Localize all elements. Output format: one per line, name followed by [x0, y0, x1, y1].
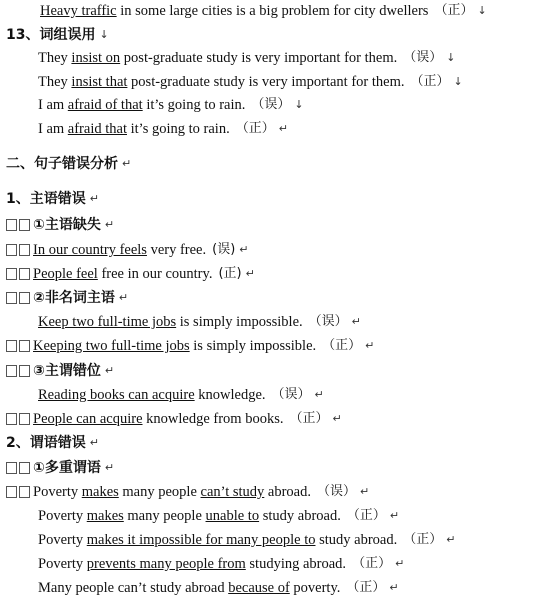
sentence-part: in some large cities is a big problem for city dwellers: [116, 3, 429, 19]
underlined-phrase: because of: [228, 580, 290, 596]
sentence-text: [38, 118, 230, 140]
sentence-part: I am: [38, 97, 68, 113]
placeholder-boxes: [6, 239, 32, 261]
example-sentence: [6, 239, 249, 261]
paragraph-mark-icon: ↵: [360, 485, 370, 498]
sentence-part: free in our country.: [97, 266, 213, 282]
empty-box-glyph: [6, 244, 17, 256]
underlined-phrase: unable to: [205, 508, 260, 524]
underlined-phrase: People can acquire: [33, 411, 143, 427]
subheading-text: ③主谓错位: [33, 363, 101, 379]
placeholder-boxes: [6, 457, 32, 479]
judgement-mark: （正）: [346, 508, 386, 523]
judgement-mark: (正): [218, 266, 242, 281]
sentence-part: They: [38, 50, 72, 66]
underlined-phrase: Reading books can acquire: [38, 387, 195, 403]
paragraph-mark-icon: ↵: [389, 509, 400, 522]
sentence-text: [38, 94, 245, 116]
subheading-text: ①多重谓语: [33, 460, 101, 476]
paragraph-mark-icon: ↓: [294, 98, 304, 111]
section-heading: [6, 153, 131, 175]
judgement-mark: （正）: [403, 532, 443, 547]
underlined-phrase: Keeping two full-time jobs: [33, 338, 190, 354]
sentence-part: study abroad.: [315, 532, 398, 548]
paragraph-mark-icon: ↵: [118, 291, 129, 304]
placeholder-boxes: [6, 263, 32, 285]
paragraph-mark-icon: ↵: [104, 461, 115, 474]
empty-box-glyph: [6, 486, 17, 498]
sentence-text: [40, 0, 428, 22]
example-sentence: [38, 529, 455, 551]
empty-box-glyph: [6, 340, 17, 352]
empty-box-glyph: [19, 292, 30, 304]
underlined-phrase: insist on: [71, 50, 121, 66]
underlined-phrase: afraid of that: [67, 97, 143, 113]
judgement-mark: （正）: [289, 411, 329, 426]
example-sentence: [6, 335, 374, 357]
empty-box-glyph: [19, 413, 30, 425]
judgement-mark: （误）: [251, 97, 291, 112]
subsection-heading: [6, 214, 114, 236]
subheading-text: ①主语缺失: [33, 217, 101, 233]
underlined-phrase: makes it impossible for many people to: [86, 532, 316, 548]
example-sentence: [38, 71, 463, 93]
sentence-text: [38, 311, 303, 333]
underlined-phrase: makes: [86, 508, 124, 524]
paragraph-mark-icon: ↵: [446, 533, 456, 546]
empty-box-glyph: [6, 268, 17, 280]
empty-box-glyph: [6, 413, 17, 425]
sentence-text: [33, 481, 311, 503]
sentence-part: very free.: [146, 242, 207, 258]
paragraph-mark-icon: ↵: [314, 388, 324, 401]
empty-box-glyph: [19, 340, 30, 352]
judgement-mark: (误): [212, 242, 236, 257]
judgement-mark: （正）: [434, 3, 474, 18]
judgement-mark: （正）: [352, 556, 392, 571]
underlined-phrase: makes: [81, 484, 119, 500]
example-sentence: [38, 118, 288, 140]
sentence-text: [38, 505, 341, 527]
paragraph-mark-icon: ↵: [351, 315, 361, 328]
sentence-part: many people: [123, 508, 206, 524]
sentence-part: Many people can’t study abroad: [38, 580, 229, 596]
placeholder-boxes: [6, 287, 32, 309]
sentence-part: poverty.: [289, 580, 341, 596]
sentence-part: is simply impossible.: [189, 338, 317, 354]
example-sentence: [38, 577, 399, 599]
section-heading: [6, 188, 99, 210]
example-sentence: [6, 481, 369, 503]
paragraph-mark-icon: ↓: [477, 4, 487, 17]
sentence-text: [33, 408, 283, 430]
judgement-mark: （误）: [403, 50, 443, 65]
sentence-part: abroad.: [264, 484, 311, 500]
sentence-part: Poverty: [38, 556, 87, 572]
sentence-part: I am: [38, 121, 68, 137]
heading-text: 1、主语错误: [6, 191, 86, 207]
example-sentence: [38, 311, 361, 333]
sentence-part: it’s going to rain.: [126, 121, 230, 137]
sentence-part: it’s going to rain.: [142, 97, 246, 113]
judgement-mark: （正）: [346, 580, 386, 595]
sentence-part: They: [38, 74, 72, 90]
sentence-part: post-graduate study is very important for them.: [120, 50, 398, 66]
paragraph-mark-icon: ↓: [446, 51, 456, 64]
judgement-mark: （正）: [410, 74, 450, 89]
placeholder-boxes: [6, 335, 32, 357]
subsection-heading: [6, 360, 114, 382]
judgement-mark: （误）: [308, 314, 348, 329]
judgement-mark: （误）: [271, 387, 311, 402]
heading-text: 13、词组误用: [6, 27, 96, 43]
example-sentence: [38, 47, 455, 69]
placeholder-boxes: [6, 408, 32, 430]
sentence-part: is simply impossible.: [176, 314, 303, 330]
underlined-phrase: can’t study: [200, 484, 265, 500]
underlined-phrase: afraid that: [67, 121, 127, 137]
sentence-text: [38, 577, 340, 599]
sentence-part: Poverty: [33, 484, 82, 500]
paragraph-mark-icon: ↵: [89, 436, 99, 449]
sentence-text: [33, 239, 206, 261]
sentence-part: studying abroad.: [245, 556, 347, 572]
empty-box-glyph: [19, 365, 30, 377]
sentence-text: [38, 384, 266, 406]
underlined-phrase: In our country feels: [33, 242, 147, 258]
paragraph-mark-icon: ↵: [239, 243, 249, 256]
empty-box-glyph: [19, 244, 30, 256]
example-sentence: [6, 263, 255, 285]
underlined-phrase: People feel: [33, 266, 98, 282]
sentence-text: [38, 71, 404, 93]
heading-text: 2、谓语错误: [6, 435, 86, 451]
sentence-text: [38, 553, 346, 575]
section-heading: [6, 432, 99, 454]
sentence-part: knowledge from books.: [142, 411, 284, 427]
example-sentence: [38, 94, 304, 116]
subheading-text: ②非名词主语: [33, 290, 115, 306]
sentence-text: [38, 529, 397, 551]
paragraph-mark-icon: ↓: [99, 28, 109, 41]
paragraph-mark-icon: ↵: [104, 364, 115, 377]
paragraph-mark-icon: ↵: [278, 122, 288, 135]
sentence-part: knowledge.: [194, 387, 266, 403]
underlined-phrase: prevents many people from: [86, 556, 246, 572]
empty-box-glyph: [6, 219, 17, 231]
paragraph-mark-icon: ↵: [395, 557, 405, 570]
example-sentence: [40, 0, 487, 22]
empty-box-glyph: [6, 462, 17, 474]
paragraph-mark-icon: ↵: [332, 412, 342, 425]
example-sentence: [38, 505, 399, 527]
subsection-heading: [6, 287, 128, 309]
paragraph-mark-icon: ↵: [389, 581, 399, 594]
sentence-text: [38, 47, 397, 69]
judgement-mark: （正）: [322, 338, 362, 353]
underlined-phrase: insist that: [71, 74, 128, 90]
heading-text: 二、句子错误分析: [6, 156, 118, 172]
sentence-part: many people: [118, 484, 201, 500]
empty-box-glyph: [19, 486, 30, 498]
paragraph-mark-icon: ↵: [89, 192, 99, 205]
placeholder-boxes: [6, 360, 32, 382]
example-sentence: [6, 408, 342, 430]
paragraph-mark-icon: ↵: [365, 339, 375, 352]
underlined-phrase: Heavy traffic: [40, 3, 117, 19]
judgement-mark: （正）: [235, 121, 275, 136]
empty-box-glyph: [6, 365, 17, 377]
paragraph-mark-icon: ↓: [453, 75, 463, 88]
empty-box-glyph: [6, 292, 17, 304]
paragraph-mark-icon: ↵: [104, 218, 115, 231]
sentence-text: [33, 335, 316, 357]
section-heading: [6, 24, 109, 46]
sentence-part: Poverty: [38, 532, 87, 548]
judgement-mark: （误）: [317, 484, 357, 499]
sentence-part: Poverty: [38, 508, 87, 524]
sentence-text: [33, 263, 212, 285]
empty-box-glyph: [19, 219, 30, 231]
paragraph-mark-icon: ↵: [122, 157, 132, 170]
placeholder-boxes: [6, 214, 32, 236]
example-sentence: [38, 553, 404, 575]
underlined-phrase: Keep two full-time jobs: [38, 314, 177, 330]
placeholder-boxes: [6, 481, 32, 503]
sentence-part: study abroad.: [259, 508, 341, 524]
empty-box-glyph: [19, 462, 30, 474]
paragraph-mark-icon: ↵: [245, 267, 255, 280]
example-sentence: [38, 384, 324, 406]
sentence-part: post-graduate study is very important for them.: [127, 74, 405, 90]
empty-box-glyph: [19, 268, 30, 280]
subsection-heading: [6, 457, 114, 479]
